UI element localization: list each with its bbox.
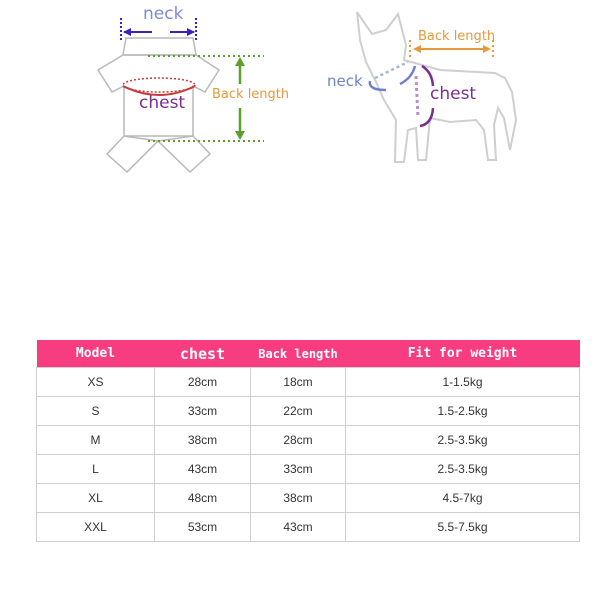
table-header-row (37, 340, 580, 368)
weight-cell: 2.5-3.5kg (346, 455, 580, 484)
model-cell: XXL (37, 513, 155, 542)
chest-cell: 38cm (155, 426, 251, 455)
chest-cell: 33cm (155, 397, 251, 426)
table-row (37, 484, 580, 513)
header-model: Model (37, 340, 155, 368)
table-row (37, 513, 580, 542)
garment-measurement-diagram (0, 0, 300, 200)
table-row (37, 455, 580, 484)
chest-cell: 48cm (155, 484, 251, 513)
back-length-cell: 18cm (251, 368, 346, 397)
back-length-cell: 22cm (251, 397, 346, 426)
chest-label: chest (139, 93, 186, 113)
table-row (37, 368, 580, 397)
weight-cell: 4.5-7kg (346, 484, 580, 513)
chest-cell: 53cm (155, 513, 251, 542)
dog-measurement-diagram (300, 0, 600, 200)
header-back-length: Back length (251, 340, 346, 368)
back-length-label: Back length (418, 29, 496, 44)
back-length-cell: 38cm (251, 484, 346, 513)
weight-cell: 2.5-3.5kg (346, 426, 580, 455)
chest-cell: 28cm (155, 368, 251, 397)
model-cell: S (37, 397, 155, 426)
model-cell: L (37, 455, 155, 484)
model-cell: XS (37, 368, 155, 397)
chest-label: chest (430, 84, 477, 104)
size-chart-table (36, 340, 580, 542)
table-row (37, 397, 580, 426)
header-fit-weight: Fit for weight (346, 340, 580, 368)
neck-label: neck (143, 4, 184, 24)
back-length-cell: 43cm (251, 513, 346, 542)
back-length-cell: 28cm (251, 426, 346, 455)
back-length-label: Back length (212, 87, 290, 102)
model-cell: M (37, 426, 155, 455)
weight-cell: 5.5-7.5kg (346, 513, 580, 542)
table-row (37, 426, 580, 455)
weight-cell: 1.5-2.5kg (346, 397, 580, 426)
model-cell: XL (37, 484, 155, 513)
back-length-cell: 33cm (251, 455, 346, 484)
neck-label: neck (327, 72, 363, 90)
header-chest: chest (155, 340, 251, 368)
weight-cell: 1-1.5kg (346, 368, 580, 397)
chest-cell: 43cm (155, 455, 251, 484)
